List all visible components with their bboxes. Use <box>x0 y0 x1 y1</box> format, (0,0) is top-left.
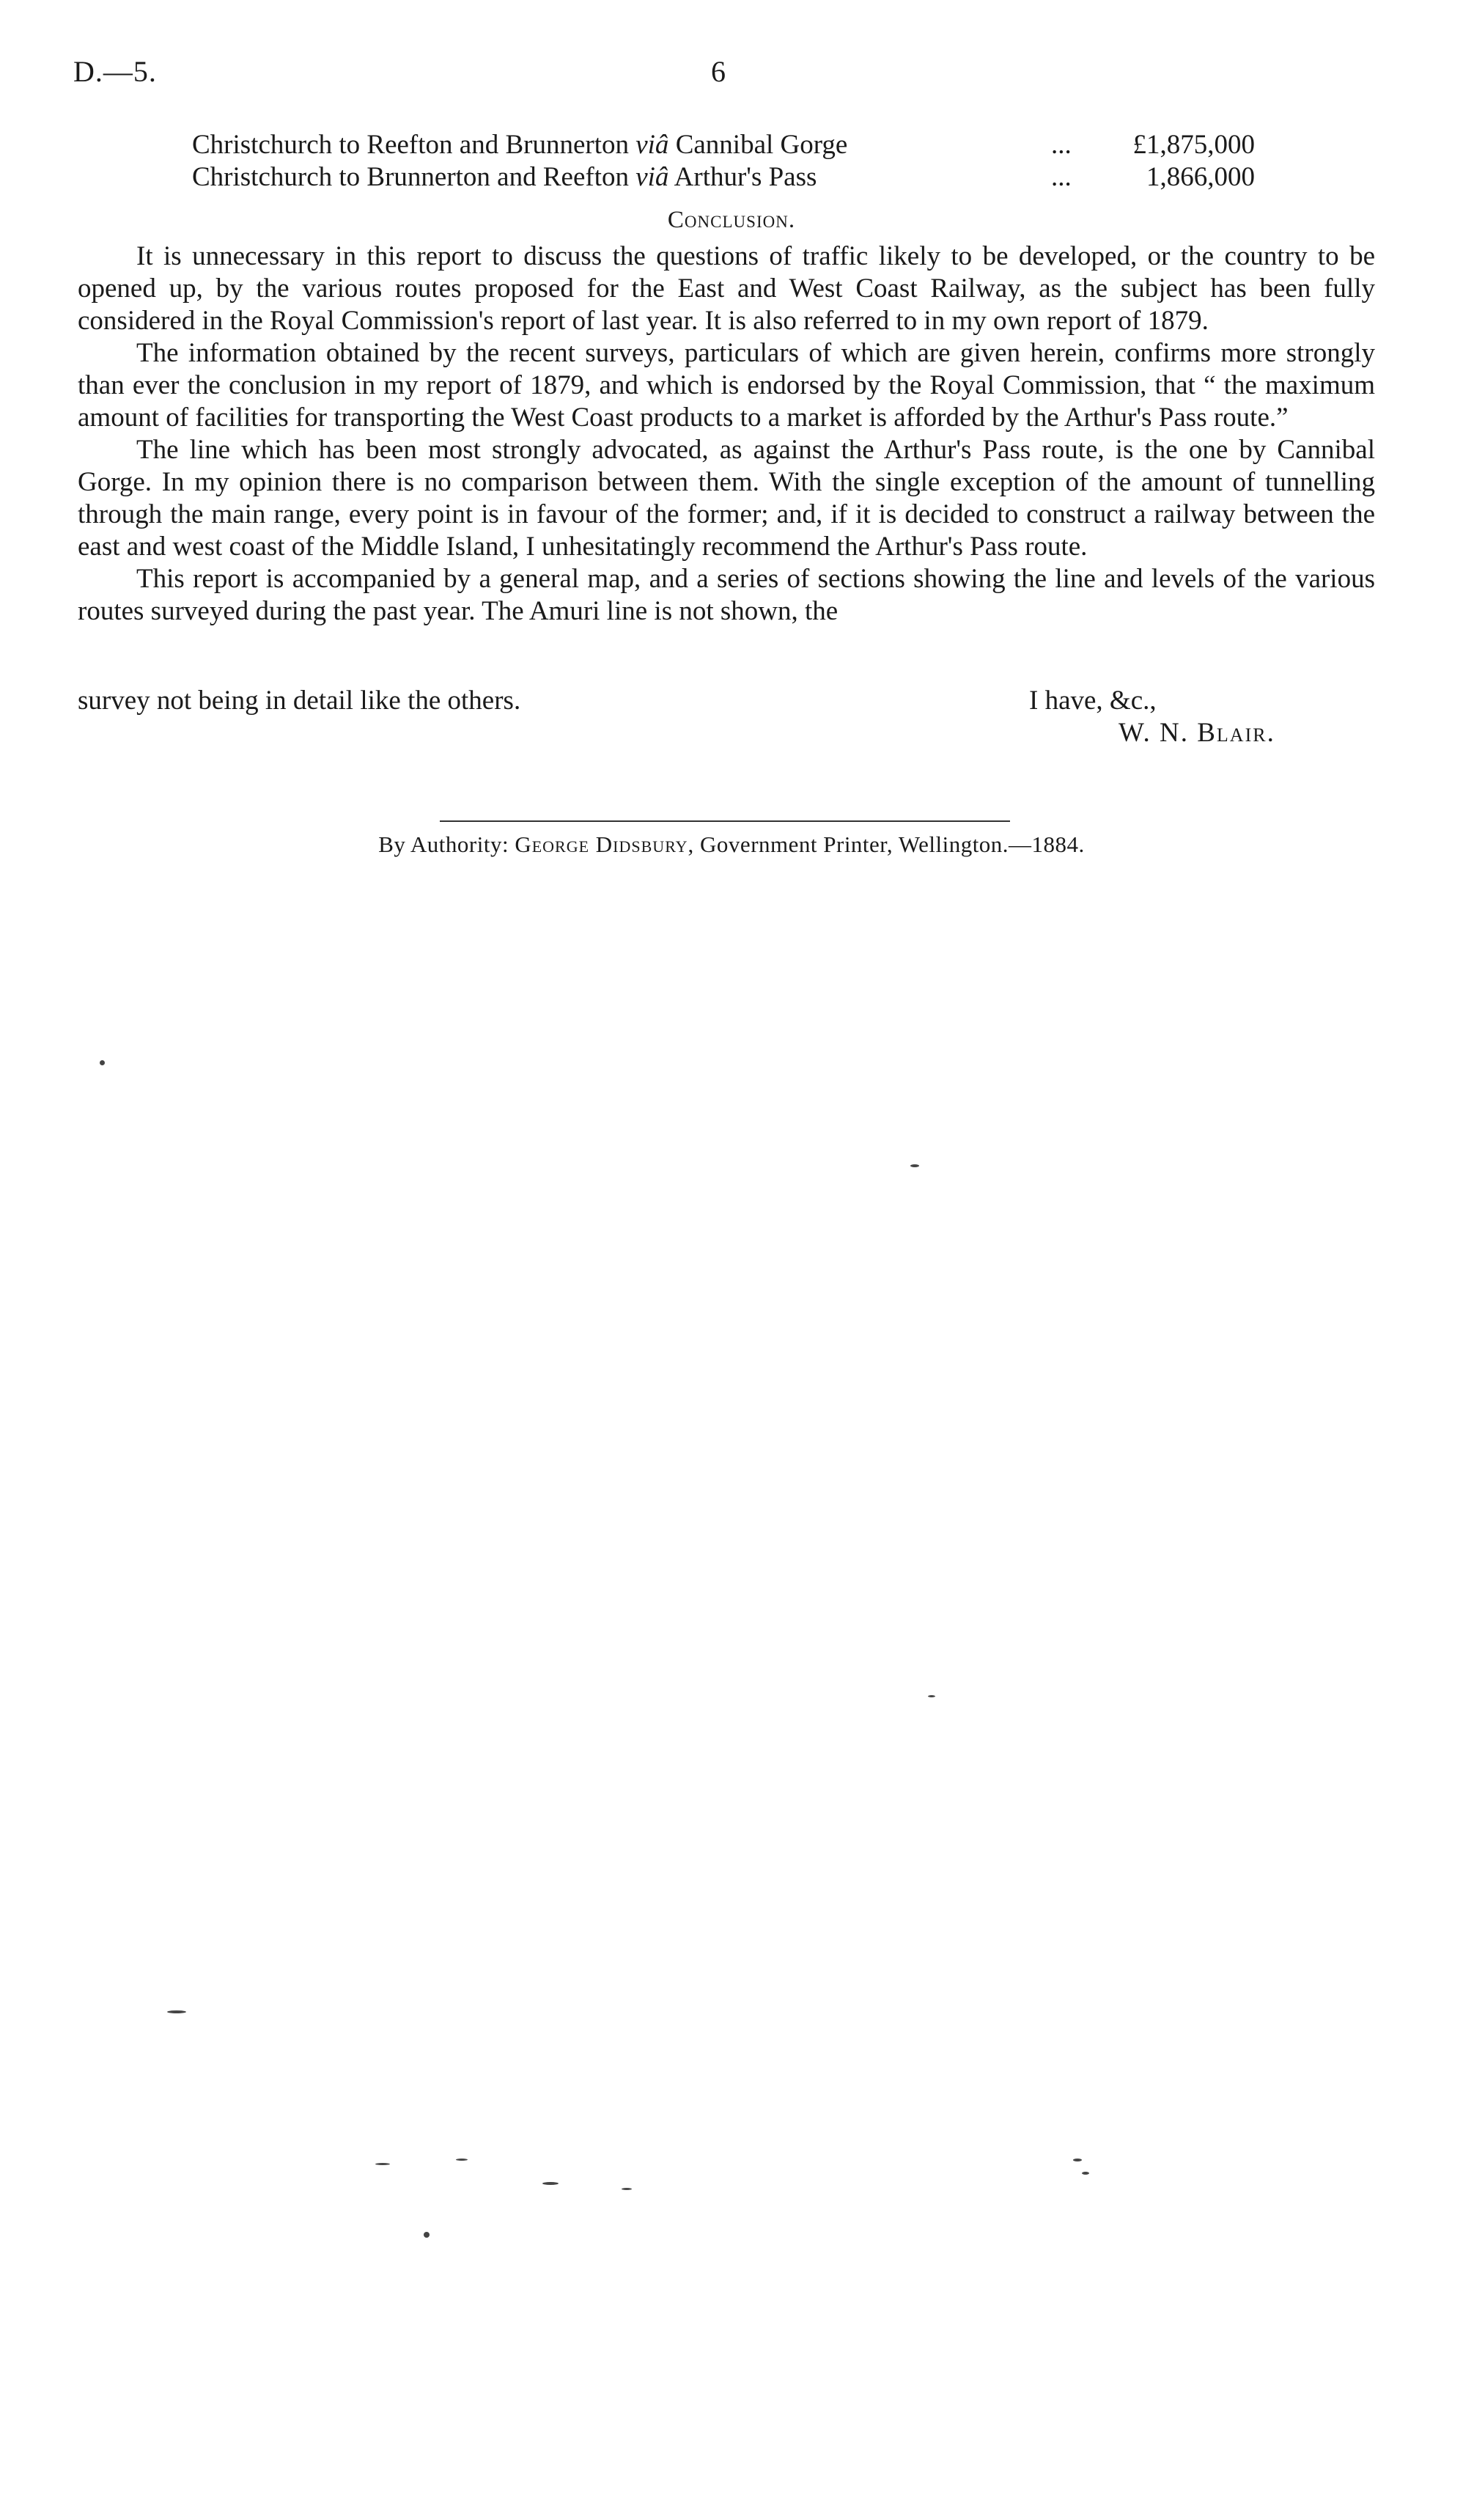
cost-amount: 1,866,000 <box>1146 162 1255 192</box>
scan-speck <box>622 2188 632 2190</box>
cost-route-label <box>192 161 817 194</box>
document-reference: D.—5. <box>73 55 157 88</box>
cost-row <box>192 161 1255 194</box>
scan-speck <box>928 1695 935 1697</box>
page-number: 6 <box>711 55 726 88</box>
printer-imprint <box>0 831 1463 858</box>
cost-row <box>192 129 1255 161</box>
conclusion-body <box>78 240 1375 628</box>
scan-speck <box>910 1164 919 1167</box>
scan-speck <box>456 2159 468 2161</box>
scan-speck <box>375 2163 390 2165</box>
closing-text: survey not being in detail like the others. <box>78 686 521 716</box>
leader-dots: ... <box>1051 130 1072 160</box>
route-suffix: Arthur's Pass <box>668 162 817 192</box>
paragraph: This report is accompanied by a general map, and a series of sections showing the line and levels of the various routes surveyed during the past year. The Amuri line is not shown, the <box>78 564 1375 626</box>
cost-amount: £1,875,000 <box>1132 130 1255 160</box>
section-heading: Conclusion. <box>667 207 796 233</box>
route-prefix: Christchurch to Brunnerton and Reefton <box>192 162 636 192</box>
scan-speck <box>542 2182 559 2185</box>
route-via: viâ <box>635 162 669 192</box>
scan-speck <box>167 2010 186 2013</box>
salutation: I have, &c., <box>1029 686 1157 716</box>
cost-route-label <box>192 129 847 161</box>
divider-rule <box>440 820 1010 822</box>
scan-speck <box>1073 2159 1082 2161</box>
route-via: viâ <box>635 130 669 160</box>
scan-speck <box>1082 2172 1089 2175</box>
leader-dots: ... <box>1051 162 1072 192</box>
imprint-suffix: , Government Printer, Wellington.—1884. <box>688 831 1085 857</box>
route-suffix: Cannibal Gorge <box>668 130 848 160</box>
route-cost-table <box>192 129 1255 194</box>
signature: W. N. Blair. <box>1119 718 1275 748</box>
printer-name: George Didsbury <box>515 831 688 857</box>
paragraph: The line which has been most strongly advocated, as against the Arthur's Pass route, is the one by Cannibal Gorge. In my opinion there is no comparison between them. With the single exception of the amount of tunnelling through the main range, every point is in favour of the former; and, if it is decided to construct a railway between the east and west coast of the Middle Island, I unhesitatingly recommend the Arthur's Pass route. <box>78 435 1375 562</box>
scan-speck <box>100 1060 105 1065</box>
route-prefix: Christchurch to Reefton and Brunnerton <box>192 130 636 160</box>
paragraph: It is unnecessary in this report to discuss the questions of traffic likely to be developed, or the country to be opened up, by the various routes proposed for the East and West Coast Railway, as the subject has been fully considered in the Royal Commission's report of last year. It is also referred to in my own report of 1879. <box>78 241 1375 336</box>
paragraph: The information obtained by the recent surveys, particulars of which are given herein, confirms more strongly than ever the conclusion in my report of 1879, and which is endorsed by the Royal Commission, that “ the maximum amount of facilities for transporting the West Coast products to a market is afforded by the Arthur's Pass route.” <box>78 338 1375 433</box>
scan-speck <box>424 2232 430 2238</box>
imprint-prefix: By Authority: <box>378 831 515 857</box>
